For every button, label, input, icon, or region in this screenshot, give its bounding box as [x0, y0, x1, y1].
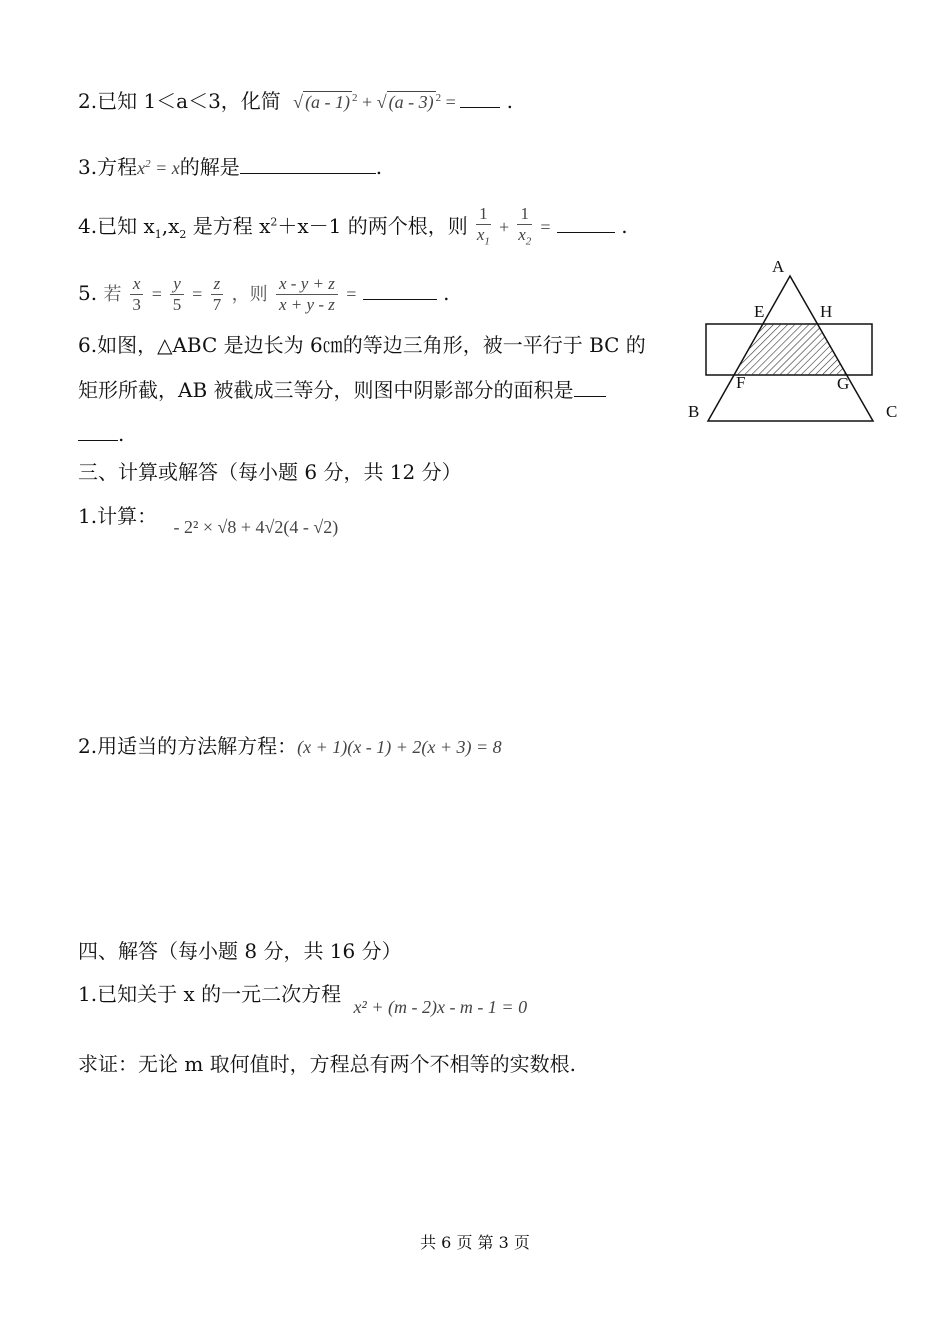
label-h: H — [820, 302, 833, 321]
fraction: $\frac{x}{3}$ — [130, 274, 144, 315]
question-3-expression: $x^2 = x$ — [137, 158, 180, 178]
question-6-line-2: 矩形所截，AB 被截成三等分，则图中阴影部分的面积是 — [78, 376, 606, 404]
question-4: 4.已知 $x_1,x_2$ 是方程 $x^2+x-1$ 的两个根，则 $\frac{1}{x_1}$ + $\frac{1}{x_2}$ = . — [78, 204, 628, 251]
question-2-expression: √ (a - 1) $^2$ + √ (a - 3) $^2$ = — [293, 92, 460, 112]
label-a: A — [772, 257, 785, 276]
label-f: F — [736, 373, 746, 392]
label-e: E — [754, 302, 765, 321]
solve-1: 1.已知关于 x 的一元二次方程 x² + (m - 2)x - m - 1 = 0 — [78, 982, 528, 1017]
calc-1: 1.计算： - 2² × √8 + 4√2(4 - √2) — [78, 504, 339, 537]
question-5: 5. 若 $\frac{x}{3}$ = $\frac{y}{5}$ = $\frac{z}{7}$ ，则 $\frac{x - y + z}{x + y - z}$ = . — [78, 274, 450, 314]
fraction: $\frac{1}{x_2}$ — [518, 204, 532, 248]
solve-1-proof: 求证：无论 m 取何值时，方程总有两个不相等的实数根. — [78, 1052, 577, 1076]
sqrt-icon: √ (a - 1) $^2$ — [293, 92, 358, 112]
question-6-line-3: . — [78, 420, 124, 448]
fraction: $\frac{z}{7}$ — [211, 274, 224, 315]
question-2-lead: 2.已知 1＜a＜3，化简 — [78, 89, 281, 113]
fraction: $\frac{x - y + z}{x + y - z}$ — [276, 274, 338, 315]
shaded-trapezoid — [735, 324, 846, 375]
answer-blank[interactable] — [557, 214, 615, 233]
answer-blank[interactable] — [460, 89, 500, 108]
calc-1-expression: - 2² × √8 + 4√2(4 - √2) — [173, 517, 339, 537]
fraction: $\frac{y}{5}$ — [170, 274, 184, 315]
answer-blank[interactable] — [78, 422, 118, 441]
question-2: 2.已知 1＜a＜3，化简 √ (a - 1) $^2$ + √ (a - 3) $^2$ = . — [78, 84, 513, 116]
page-footer: 共 6 页 第 3 页 — [420, 1233, 530, 1252]
solve-1-expression: x² + (m - 2)x - m - 1 = 0 — [353, 997, 528, 1017]
fraction: $\frac{1}{x_1}$ — [476, 204, 490, 248]
answer-blank[interactable] — [240, 155, 376, 174]
section-3-title: 三、计算或解答（每小题 6 分，共 12 分） — [78, 460, 462, 484]
label-b: B — [688, 402, 700, 421]
question-3: 3.方程$x^2 = x$的解是 . — [78, 155, 383, 179]
calc-2-expression: (x + 1)(x - 1) + 2(x + 3) = 8 — [297, 737, 502, 757]
question-6-line-1: 6.如图，△ABC 是边长为 6㎝的等边三角形，被一平行于 BC 的 — [78, 333, 646, 357]
section-4-title: 四、解答（每小题 8 分，共 16 分） — [78, 939, 402, 963]
calc-2: 2.用适当的方法解方程：(x + 1)(x - 1) + 2(x + 3) = 8 — [78, 734, 502, 758]
triangle-figure — [680, 255, 910, 430]
answer-blank[interactable] — [363, 281, 437, 300]
label-c: C — [886, 402, 898, 421]
label-g: G — [837, 374, 850, 393]
answer-blank[interactable] — [574, 378, 606, 397]
